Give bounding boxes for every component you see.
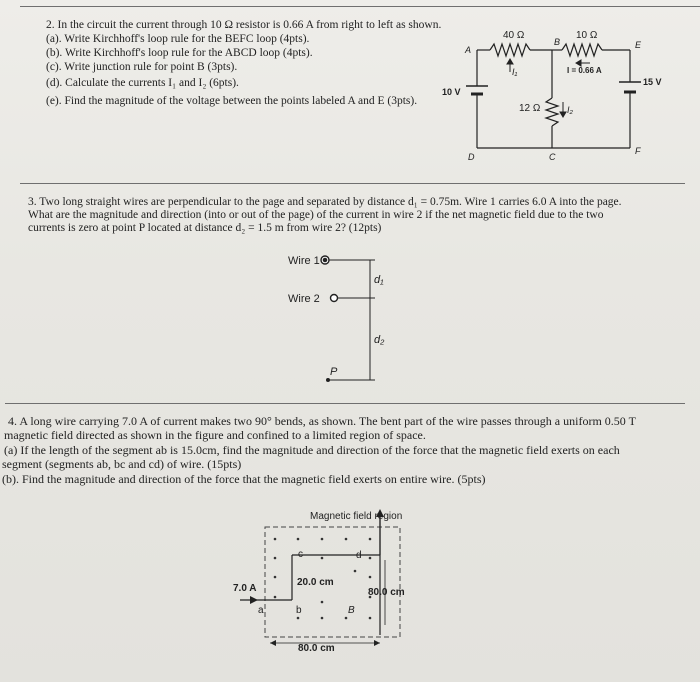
- label-field-region: Magnetic field region: [310, 511, 403, 522]
- node-a: A: [465, 45, 472, 55]
- resistor-12-ohm: [546, 98, 558, 126]
- node-b: B: [554, 37, 561, 47]
- label-p: P: [330, 366, 338, 378]
- q2-line-0: 2. In the circuit the current through 10 Ω resistor is 0.66 A from right to left as shown.: [46, 19, 442, 31]
- label-80cm-right: 80.0 cm: [368, 587, 405, 598]
- label-c: c: [298, 549, 303, 560]
- circuit-diagram: [430, 20, 685, 170]
- wires-diagram: [270, 245, 410, 390]
- label-i2: I₂: [567, 105, 573, 115]
- label-current: 7.0 A: [233, 583, 257, 594]
- q2-line-3: (c). Write junction rule for point B (3pts).: [46, 61, 238, 73]
- label-d: d: [356, 550, 362, 561]
- q4-line-0: 4. A long wire carrying 7.0 A of current makes two 90° bends, as shown. The bent part of the wire passes through a uniform 0.50 T: [8, 414, 636, 428]
- label-d2: d₂: [374, 334, 385, 346]
- q4-line-3: segment (segments ab, bc and cd) of wire. (15pts): [2, 457, 242, 471]
- node-f: F: [635, 146, 641, 156]
- label-wire-2: Wire 2: [288, 293, 320, 305]
- magnetic-field-diagram: [230, 505, 430, 655]
- q4-line-4: (b). Find the magnitude and direction of the force that the magnetic field exerts on entire wire. (5pts): [2, 472, 486, 486]
- label-current: I = 0.66 A: [567, 66, 602, 75]
- label-40-ohm: 40 Ω: [503, 30, 525, 41]
- q2-line-2: (b). Write Kirchhoff's loop rule for the ABCD loop (4pts).: [46, 47, 313, 59]
- label-10v: 10 V: [442, 87, 461, 97]
- label-i1: I₁: [512, 67, 518, 77]
- q2-line-1: (a). Write Kirchhoff's loop rule for the BEFC loop (4pts).: [46, 33, 310, 45]
- resistor-40-ohm: [490, 44, 530, 56]
- q3-line-0: 3. Two long straight wires are perpendicular to the page and separated by distance d₁ = 0.75m. Wire 1 carries 6.0 A into the page.: [28, 196, 622, 208]
- q4-line-2: (a) If the length of the segment ab is 15.0cm, find the magnitude and direction of the force that the magnetic field exerts on each: [4, 443, 620, 457]
- label-12-ohm: 12 Ω: [519, 103, 541, 114]
- node-d: D: [468, 152, 475, 162]
- q2-line-4: (d). Calculate the currents I₁ and I₂ (6pts).: [46, 77, 239, 89]
- q3-line-1: What are the magnitude and direction (into or out of the page) of the current in wire 2 if the net magnetic field due to the two: [28, 209, 604, 221]
- resistor-10-ohm: [562, 44, 602, 56]
- q4-line-1: magnetic field directed as shown in the figure and confined to a limited region of space.: [4, 428, 426, 442]
- wire-2-symbol: [331, 295, 338, 302]
- rule-q2-q3: [20, 183, 685, 184]
- label-15v: 15 V: [643, 77, 662, 87]
- label-10-ohm: 10 Ω: [576, 30, 598, 41]
- q2-line-5: (e). Find the magnitude of the voltage between the points labeled A and E (3pts).: [46, 95, 418, 107]
- node-c: C: [549, 152, 556, 162]
- q3-line-2: currents is zero at point P located at distance d₂ = 1.5 m from wire 2? (12pts): [28, 222, 382, 234]
- label-d1: d₁: [374, 274, 384, 286]
- label-80cm-bottom: 80.0 cm: [298, 643, 335, 654]
- label-b: b: [296, 605, 302, 616]
- label-20cm: 20.0 cm: [297, 577, 334, 588]
- rule-q3-q4: [5, 403, 685, 404]
- node-e: E: [635, 40, 642, 50]
- label-b-field: B: [348, 605, 355, 616]
- label-a: a: [258, 605, 264, 616]
- top-rule: [20, 6, 700, 7]
- label-wire-1: Wire 1: [288, 255, 320, 267]
